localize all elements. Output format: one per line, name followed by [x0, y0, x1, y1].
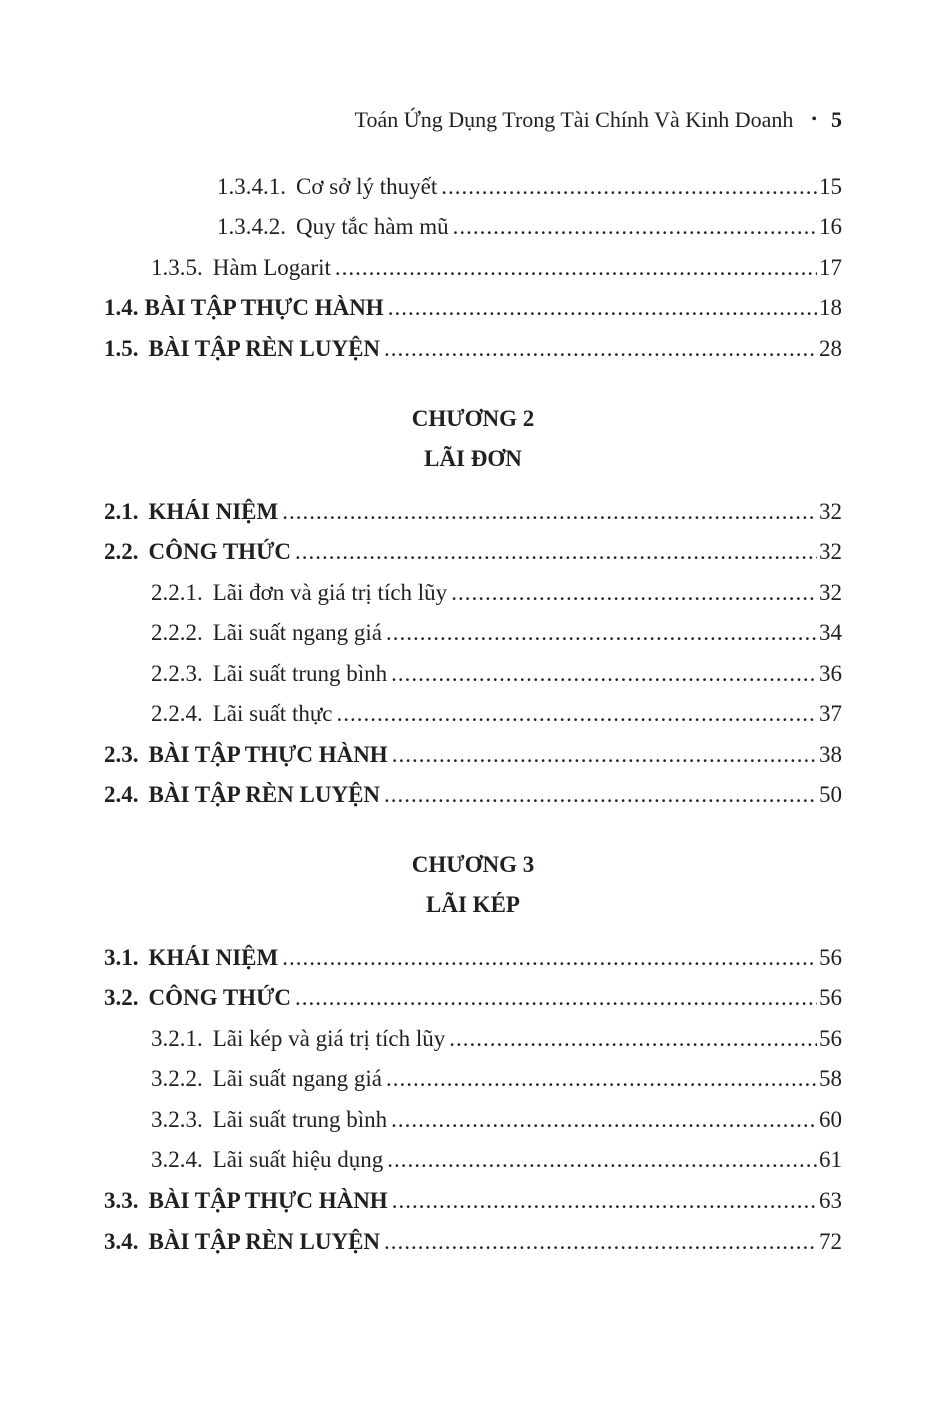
- toc-entry-title: CÔNG THỨC: [148, 985, 291, 1010]
- toc-entry-number: 2.2.3.: [151, 661, 203, 686]
- toc-entry-title: KHÁI NIỆM: [148, 499, 279, 524]
- toc-entry-title: CÔNG THỨC: [148, 539, 291, 564]
- toc-entry-1-4[interactable]: [104, 293, 842, 323]
- toc-entry-number: 2.2.4.: [151, 701, 203, 726]
- toc-entry-number: 2.2.2.: [151, 620, 203, 645]
- dot-leader: [391, 659, 817, 689]
- toc-entry-title: BÀI TẬP THỰC HÀNH: [144, 295, 384, 320]
- dot-leader: [392, 740, 817, 770]
- toc-entry-number: 2.3.: [104, 742, 139, 767]
- toc-entry-3-2[interactable]: [104, 983, 842, 1013]
- toc-entry-title: Lãi suất ngang giá: [212, 1066, 383, 1091]
- toc-entry-title: BÀI TẬP RÈN LUYỆN: [148, 336, 381, 361]
- toc-entry-2-2-2[interactable]: [104, 618, 842, 648]
- page-number: 5: [831, 107, 842, 132]
- toc-entry-number: 3.2.2.: [151, 1066, 203, 1091]
- toc-entry-title: Lãi suất hiệu dụng: [212, 1147, 384, 1172]
- dot-leader: [388, 293, 817, 323]
- toc-entry-1-3-5[interactable]: [104, 253, 842, 283]
- toc-entry-number: 1.5.: [104, 336, 139, 361]
- dot-leader: [387, 1145, 817, 1175]
- toc-entry-page: 37: [819, 701, 842, 726]
- dot-leader: [449, 1024, 817, 1054]
- bullet-icon: •: [811, 111, 817, 128]
- dot-leader: [386, 618, 817, 648]
- toc-entry-title: Hàm Logarit: [212, 255, 331, 280]
- dot-leader: [392, 1186, 817, 1216]
- toc-entry-page: 63: [819, 1188, 842, 1213]
- toc-entry-3-2-2[interactable]: [104, 1064, 842, 1094]
- toc-entry-page: 32: [819, 539, 842, 564]
- toc-entry-title: BÀI TẬP THỰC HÀNH: [148, 1188, 388, 1213]
- toc-entry-number: 3.4.: [104, 1229, 139, 1254]
- dot-leader: [337, 699, 817, 729]
- dot-leader: [453, 212, 817, 242]
- dot-leader: [335, 253, 817, 283]
- toc-entry-number: 2.1.: [104, 499, 139, 524]
- toc-entry-page: 32: [819, 580, 842, 605]
- toc-entry-page: 72: [819, 1229, 842, 1254]
- toc-entry-3-2-3[interactable]: [104, 1105, 842, 1135]
- dot-leader: [295, 537, 817, 567]
- toc-entry-page: 15: [819, 174, 842, 199]
- toc-entry-page: 34: [819, 620, 842, 645]
- toc-entry-number: 2.2.1.: [151, 580, 203, 605]
- toc-entry-title: BÀI TẬP THỰC HÀNH: [148, 742, 388, 767]
- toc-entry-1-3-4-2[interactable]: [104, 212, 842, 242]
- toc-entry-number: 3.1.: [104, 945, 139, 970]
- toc-entry-title: Cơ sở lý thuyết: [296, 174, 438, 199]
- running-title: Toán Ứng Dụng Trong Tài Chính Và Kinh Doanh: [354, 107, 794, 132]
- toc-entry-3-1[interactable]: [104, 943, 842, 973]
- toc-entry-page: 16: [819, 214, 842, 239]
- toc-entry-title: BÀI TẬP RÈN LUYỆN: [148, 1229, 381, 1254]
- toc-entry-page: 60: [819, 1107, 842, 1132]
- toc-entry-number: 1.3.5.: [151, 255, 203, 280]
- toc-entry-2-1[interactable]: [104, 497, 842, 527]
- toc-entry-3-2-1[interactable]: [104, 1024, 842, 1054]
- chapter-2-title: LÃI ĐƠN: [424, 446, 522, 471]
- toc-entry-title: Lãi kép và giá trị tích lũy: [212, 1026, 446, 1051]
- toc-entry-title: Quy tắc hàm mũ: [296, 214, 449, 239]
- toc-entry-page: 28: [819, 336, 842, 361]
- toc-entry-title: Lãi suất trung bình: [212, 661, 388, 686]
- toc-entry-title: KHÁI NIỆM: [148, 945, 279, 970]
- toc-entry-3-3[interactable]: [104, 1186, 842, 1216]
- dot-leader: [451, 578, 817, 608]
- chapter-3-title: LÃI KÉP: [426, 892, 520, 917]
- toc-entry-title: Lãi đơn và giá trị tích lũy: [212, 580, 448, 605]
- toc-entry-title: Lãi suất ngang giá: [212, 620, 383, 645]
- running-header: [104, 104, 842, 136]
- chapter-3-label: CHƯƠNG 3: [411, 852, 535, 877]
- toc-entry-2-2[interactable]: [104, 537, 842, 567]
- toc-entry-page: 61: [819, 1147, 842, 1172]
- toc-entry-page: 32: [819, 499, 842, 524]
- toc-entry-2-2-1[interactable]: [104, 578, 842, 608]
- toc-entry-2-2-3[interactable]: [104, 659, 842, 689]
- dot-leader: [282, 943, 817, 973]
- toc-entry-page: 38: [819, 742, 842, 767]
- dot-leader: [391, 1105, 817, 1135]
- toc-entry-3-2-4[interactable]: [104, 1145, 842, 1175]
- dot-leader: [386, 1064, 817, 1094]
- toc-entry-3-4[interactable]: [104, 1227, 842, 1257]
- toc-entry-2-2-4[interactable]: [104, 699, 842, 729]
- toc-entry-number: 3.2.3.: [151, 1107, 203, 1132]
- dot-leader: [282, 497, 817, 527]
- toc-entry-title: Lãi suất thực: [212, 701, 333, 726]
- chapter-2-label: CHƯƠNG 2: [411, 406, 535, 431]
- dot-leader: [384, 334, 817, 364]
- toc-entry-page: 50: [819, 782, 842, 807]
- toc-entry-1-5[interactable]: [104, 334, 842, 364]
- dot-leader: [295, 983, 817, 1013]
- toc-entry-number: 1.3.4.2.: [217, 214, 286, 239]
- toc-entry-number: 2.2.: [104, 539, 139, 564]
- toc-entry-page: 17: [819, 255, 842, 280]
- toc-entry-title: Lãi suất trung bình: [212, 1107, 388, 1132]
- toc-entry-number: 3.2.1.: [151, 1026, 203, 1051]
- toc-entry-number: 3.3.: [104, 1188, 139, 1213]
- toc-entry-number: 2.4.: [104, 782, 139, 807]
- toc-entry-page: 56: [819, 1026, 842, 1051]
- toc-entry-page: 18: [819, 295, 842, 320]
- toc-entry-page: 36: [819, 661, 842, 686]
- dot-leader: [384, 780, 817, 810]
- toc-entry-number: 1.4.: [104, 295, 139, 320]
- toc-entry-title: BÀI TẬP RÈN LUYỆN: [148, 782, 381, 807]
- toc-entry-number: 3.2.4.: [151, 1147, 203, 1172]
- toc-entry-2-3[interactable]: [104, 740, 842, 770]
- toc-entry-number: 1.3.4.1.: [217, 174, 286, 199]
- toc-entry-page: 56: [819, 985, 842, 1010]
- toc-entry-page: 56: [819, 945, 842, 970]
- dot-leader: [384, 1227, 817, 1257]
- dot-leader: [441, 172, 817, 202]
- toc-entry-1-3-4-1[interactable]: [104, 172, 842, 202]
- toc-entry-page: 58: [819, 1066, 842, 1091]
- toc-entry-number: 3.2.: [104, 985, 139, 1010]
- toc-entry-2-4[interactable]: [104, 780, 842, 810]
